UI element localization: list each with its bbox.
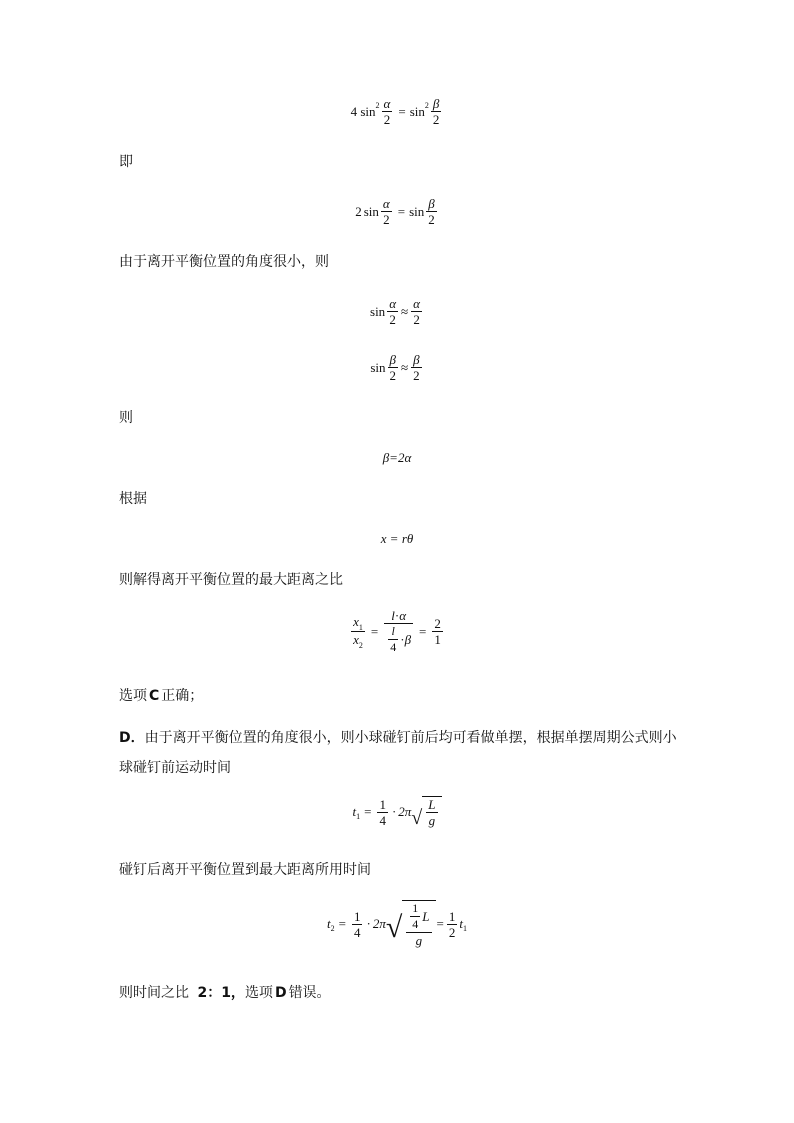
- equation-9: t 2 = $\frac{1}{4}$ · 2π √ $\frac{1}{4}$ L g = $\frac{1}{2}$ t 1: [327, 901, 467, 948]
- equation-3: sin $\frac{\alpha}{2}$ ≈ $\frac{\alpha}{2}$: [370, 296, 420, 327]
- equation-5: β=2α: [382, 450, 412, 465]
- eq1-sq: 2: [375, 101, 380, 110]
- equation-6: x = r θ: [380, 531, 414, 546]
- eq1-frac-beta: $\frac{\beta}{2}$: [432, 96, 440, 127]
- line-small-angle: 由于离开平衡位置的角度很小，则: [119, 254, 329, 270]
- equation-7: $\frac{x_1}{x_2}$ = l·α $\frac{l}{4}$ · β = $\frac{2}{1}$: [353, 608, 441, 654]
- line-option-c: 选项 C 正确；: [119, 688, 204, 704]
- line-ze: 则: [119, 410, 133, 426]
- line-ji: 即: [119, 154, 133, 170]
- line-after-nail: 碰钉后离开平衡位置到最大距离所用时间: [119, 862, 371, 878]
- line-genju: 根据: [119, 491, 147, 507]
- eq1-coef: 4: [350, 103, 358, 119]
- eq1-frac-alpha: $\frac{\alpha}{2}$: [383, 96, 391, 127]
- equation-1: 4 sin 2 $\frac{\alpha}{2}$ = sin 2 $\frac{\beta}{2}$: [350, 96, 440, 127]
- eq1-sin: sin: [360, 103, 376, 119]
- equation-4: sin $\frac{\beta}{2}$ ≈ $\frac{\beta}{2}$: [370, 352, 420, 383]
- paragraph-option-d: D．由于离开平衡位置的角度很小，则小球碰钉前后均可看做单摆，根据单摆周期公式则小球碰钉前运动时间: [119, 730, 677, 776]
- line-ratio: 则解得离开平衡位置的最大距离之比: [119, 572, 343, 588]
- equation-8: t 1 = $\frac{1}{4}$ · 2π √ $\frac{L}{g}$: [0, 796, 794, 828]
- equation-2: 2 sin $\frac{\alpha}{2}$ = sin $\frac{\beta}{2}$: [355, 196, 435, 227]
- line-time-ratio: 则时间之比 2：1，选项 D 错误。: [119, 985, 331, 1001]
